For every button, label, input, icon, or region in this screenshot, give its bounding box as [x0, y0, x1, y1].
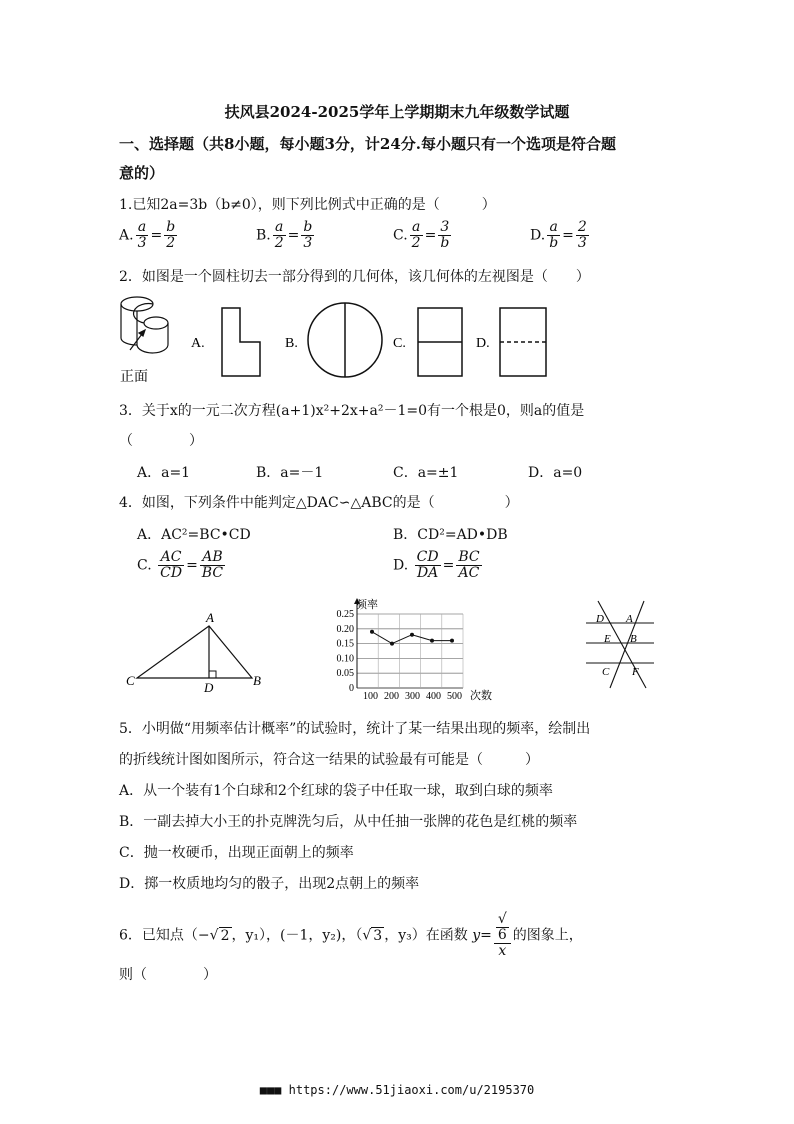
- numerator: AC: [158, 550, 184, 566]
- foot-d: D: [204, 680, 214, 693]
- fraction: [456, 550, 481, 581]
- q4-option-b: B．CD²=AD•DB: [393, 527, 508, 543]
- denominator: DA: [416, 565, 439, 581]
- equals-sign: =: [480, 927, 492, 944]
- fraction: [164, 220, 177, 251]
- numerator: a: [273, 220, 286, 236]
- q6-text: ，y₃）在函数: [384, 927, 468, 944]
- fraction: [415, 550, 441, 581]
- y-tick-label: 0.15: [336, 638, 354, 650]
- sqrt-icon: √: [362, 927, 372, 944]
- minus-sign: −: [197, 927, 210, 944]
- sqrt-icon: √: [209, 927, 219, 944]
- q1-option-c: [393, 220, 453, 251]
- denominator: x: [498, 943, 507, 959]
- q5-stem: 5．小明做“用频率估计概率”的试验时，统计了某一结果出现的频率，绘制出: [119, 721, 591, 737]
- option-c-rect: [418, 308, 462, 376]
- q2-label-a: A.: [191, 336, 205, 351]
- x-tick-label: 100: [363, 691, 378, 702]
- x-tick-label: 300: [405, 691, 420, 702]
- q3-option-c: C．a=±1: [393, 465, 459, 481]
- vertex-a: A: [206, 610, 214, 625]
- denominator: b: [549, 235, 559, 251]
- q4-option-c: [137, 550, 227, 581]
- vertex-c: C: [126, 673, 135, 688]
- q2-stem: 2．如图是一个圆柱切去一部分得到的几何体，该几何体的左视图是（ ）: [119, 269, 590, 285]
- denominator: 3: [577, 235, 587, 251]
- option-label: C.: [393, 227, 408, 244]
- q1-stem: 1.已知2a=3b（b≠0），则下列比例式中正确的是（ ）: [119, 197, 496, 213]
- equals-sign: =: [562, 227, 574, 244]
- q5-option-a: A．从一个装有1个白球和2个红球的袋子中任取一球，取到白球的频率: [119, 783, 553, 799]
- option-label: A.: [119, 227, 134, 244]
- option-a-l-shape: [222, 308, 260, 376]
- footer-url: ■■■ https://www.51jiaoxi.com/u/2195370: [259, 1083, 535, 1097]
- fraction: [136, 220, 149, 251]
- q6-text: 6．已知点（: [119, 927, 198, 944]
- option-b-circle: [308, 303, 382, 377]
- q5-option-d: D．掷一枚质地均匀的骰子，出现2点朝上的频率: [119, 876, 420, 892]
- numerator: a: [136, 220, 149, 236]
- q6-stem: [119, 912, 583, 959]
- fraction: [301, 220, 314, 251]
- option-label: B.: [256, 227, 271, 244]
- radicand: 3: [373, 927, 383, 944]
- numerator: CD: [416, 549, 439, 565]
- function-y: y: [472, 927, 481, 944]
- y-tick-label: 0.10: [336, 653, 354, 665]
- x-tick-label: 200: [384, 691, 399, 702]
- denominator: 3: [303, 235, 313, 251]
- fraction: [547, 220, 560, 251]
- cylinder-figure: [121, 297, 168, 353]
- data-point: [390, 642, 394, 646]
- q2-figures: [110, 290, 560, 390]
- point-e: E: [604, 633, 611, 645]
- data-point: [370, 630, 374, 634]
- q1-option-d: [530, 220, 591, 251]
- x-tick-label: 500: [447, 691, 462, 702]
- data-point: [410, 633, 414, 637]
- fraction: [494, 912, 511, 959]
- radicand: 6: [497, 927, 507, 943]
- chart-ylabel: 频率: [356, 599, 378, 611]
- q5-stem-cont: 的折线统计图如图所示，符合这一结果的试验最有可能是（ ）: [119, 752, 539, 768]
- numerator: 3: [438, 220, 451, 236]
- fraction: [410, 220, 423, 251]
- vertex-b: B: [253, 673, 261, 688]
- option-d-rect-dashed: [500, 308, 546, 376]
- numerator: AB: [200, 550, 225, 566]
- numerator: 2: [577, 219, 587, 235]
- data-point: [430, 639, 434, 643]
- y-tick-label: 0.25: [336, 609, 354, 620]
- q6-paren: 则（ ）: [119, 967, 217, 983]
- equals-sign: =: [186, 557, 198, 574]
- q1-option-b: [256, 220, 316, 251]
- q5-option-b: B．一副去掉大小王的扑克牌洗匀后，从中任抽一张牌的花色是红桃的频率: [119, 814, 578, 830]
- numerator: [494, 912, 511, 944]
- denominator: AC: [458, 565, 480, 581]
- y-tick-label: 0.05: [336, 668, 354, 680]
- denominator: 3: [137, 235, 147, 251]
- fraction: [200, 550, 225, 581]
- point-c: C: [602, 666, 610, 678]
- equals-sign: =: [287, 227, 300, 244]
- section1-heading: 一、选择题（共8小题，每小题3分，计24分.每小题只有一个选项是符合题: [119, 135, 616, 153]
- fraction: [158, 550, 184, 581]
- equals-sign: =: [424, 227, 437, 244]
- q4-stem: 4．如图，下列条件中能判定△DAC∽△ABC的是（ ）: [119, 495, 519, 511]
- q2-label-d: D.: [476, 336, 490, 351]
- numerator: b: [166, 219, 176, 235]
- parallel-lines-figure: [580, 598, 660, 693]
- q6-text: 的图象上，: [512, 927, 583, 944]
- q1-option-a: [119, 220, 179, 251]
- denominator: CD: [160, 565, 183, 581]
- q4-option-d: [393, 550, 484, 581]
- numerator: a: [547, 220, 560, 236]
- y-tick-label: 0.20: [336, 623, 354, 635]
- q6-text: ，y₁），(－1，y₂)，（: [231, 927, 363, 944]
- q2-label-b: B.: [285, 336, 298, 351]
- fraction: [438, 220, 451, 251]
- equals-sign: =: [150, 227, 163, 244]
- equals-sign: =: [442, 557, 455, 574]
- q3-paren: （ ）: [119, 433, 203, 449]
- q2-label-c: C.: [393, 336, 406, 351]
- frequency-line-chart: [320, 596, 510, 706]
- point-d: D: [596, 613, 604, 625]
- q4-option-c-label: C.: [137, 557, 152, 574]
- denominator: b: [440, 235, 450, 251]
- q5-option-c: C．抛一枚硬币，出现正面朝上的频率: [119, 845, 354, 861]
- exam-title: 扶风县2024-2025学年上学期期末九年级数学试题: [224, 103, 570, 121]
- section1-heading-cont: 意的）: [119, 164, 165, 182]
- point-b: B: [630, 633, 637, 645]
- option-label: D.: [530, 227, 546, 244]
- q3-option-b: B．a=－1: [256, 465, 324, 481]
- numerator: a: [410, 220, 423, 236]
- front-label: 正面: [120, 370, 148, 385]
- y-tick-label: 0: [349, 683, 354, 694]
- data-point: [450, 639, 454, 643]
- q4-option-d-label: D.: [393, 557, 409, 574]
- fraction: [273, 220, 286, 251]
- denominator: 2: [274, 235, 284, 251]
- numerator: BC: [458, 549, 480, 565]
- q3-option-d: D．a=0: [528, 465, 583, 481]
- radicand: 2: [220, 927, 230, 944]
- numerator: b: [303, 219, 313, 235]
- denominator: BC: [201, 565, 224, 581]
- denominator: 2: [411, 235, 421, 251]
- sqrt-icon: √: [497, 911, 507, 927]
- point-f: F: [632, 666, 639, 678]
- fraction: [576, 220, 589, 251]
- q4-option-a: A．AC²=BC•CD: [137, 527, 251, 543]
- triangle-figure: [122, 608, 272, 693]
- x-tick-label: 400: [426, 691, 441, 702]
- chart-xlabel: 次数: [470, 690, 492, 702]
- q3-stem: 3．关于x的一元二次方程(a+1)x²+2x+a²－1=0有一个根是0，则a的值是: [119, 403, 585, 419]
- point-a: A: [626, 613, 633, 625]
- q3-option-a: A．a=1: [137, 465, 191, 481]
- denominator: 2: [166, 235, 176, 251]
